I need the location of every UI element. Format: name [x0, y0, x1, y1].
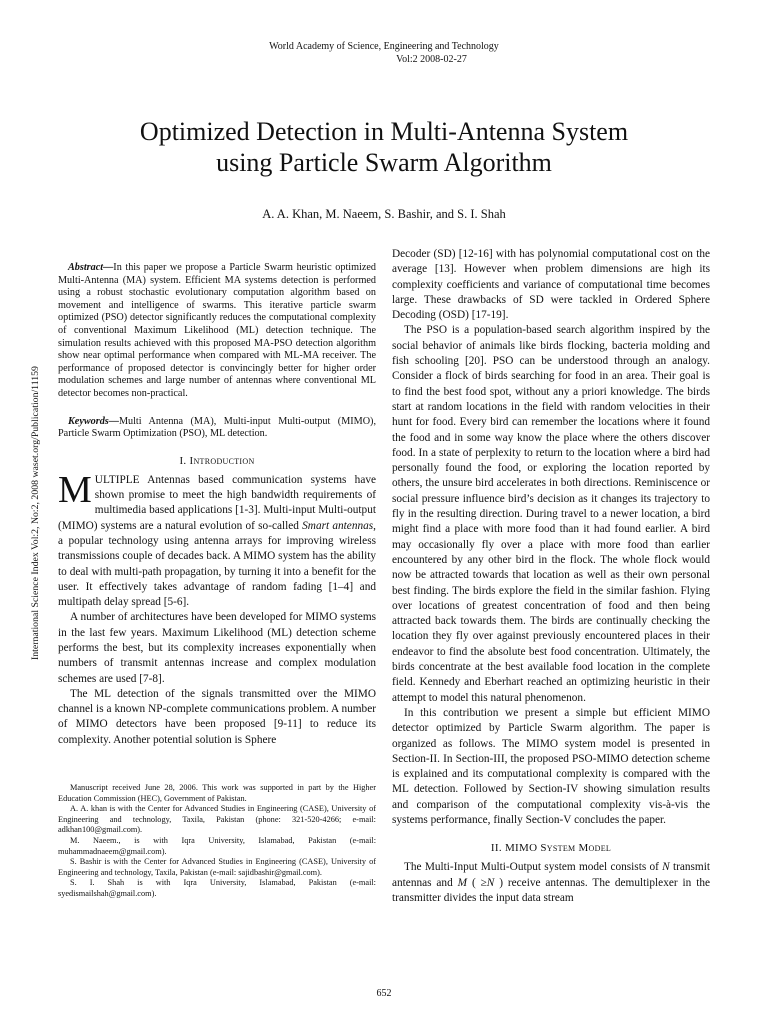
title-line-1: Optimized Detection in Multi-Antenna System — [139, 117, 629, 146]
section-title: Introduction — [189, 454, 255, 467]
keywords-dash: — — [108, 415, 119, 427]
text-fragment: ) receive antennas. The demultiplexer in the transmitter divides the input data stream — [392, 876, 710, 904]
section-heading-system-model — [392, 842, 710, 854]
footnote-author-1: A. A. khan is with the Center for Advanced Studies in Engineering (CASE), University of Engineering and technology, Taxila, Pakistan (phone: 321-520-4266; e-mail: adkhan100@gmail.com). — [58, 804, 376, 835]
math-geq: ≥ — [480, 876, 487, 889]
journal-name: World Academy of Science, Engineering and Technology — [269, 41, 499, 52]
footnote-author-4: S. I. Shah is with Iqra University, Islamabad, Pakistan (e-mail: syedismailshah@gmail.com). — [58, 878, 376, 898]
abstract-label: Abstract — [68, 262, 104, 273]
keywords — [58, 416, 376, 441]
right-paragraph-2: The PSO is a population-based search algorithm inspired by the social behavior of animals like birds flocking, bacteria molding and fish schooling [20]. PSO can be understood through an analogy. Consider a flock of birds searching for food in an area. Their goal is to find the best food spot, without any a priori knowledge. The birds start at random locations in the field with random velocities in their hunt for food. Every bird can remember the locations where it found the food and in some way know the place where the others discover food. In a state of perplexity to return to the location where a bird had personally found the food, or exploring the location reported by others, the unsure bird accelerates in both directions. Reminiscence or social pressure influence bird’s decision as it changes its trajectory to fly in the resulting direction. During travel to a newer location, a bird might find a place with more food than it had found earlier. A bird may occasionally fly over a place with more food than earlier encountered by any other bird in the flock. The whole flock would now be attracted towards that location as well as their own personal best finding. The birds explore the field in the similar fashion. Flying over locations of greatest concentration of food and then being attracted back towards them. The birds are continually checking the location they fly over against previously encountered places in their endeavor to find the absolute best food concentration. Ultimately, the birds concentrate at the best available food location in the complete field. Kennedy and Eberhart reached an optimizing heuristic in their attempt to model this natural phenomenon. — [392, 324, 710, 704]
right-column — [392, 247, 710, 906]
right-paragraph-3: In this contribution we present a simple but efficient MIMO detector optimized by Particle Swarm algorithm. The paper is organized as follows. The MIMO system model is presented in Section-II. In Section-III, the proposed PSO-MIMO detection scheme is explained and its computational complexity is compared with the ML detection. Followed by Section-IV showing simulation results and comparison of the computational complexity vis-à-vis the systems performance, finally Section-V concludes the paper. — [392, 706, 710, 826]
author-list: A. A. Khan, M. Naeem, S. Bashir, and S. I. Shah — [262, 207, 506, 221]
abstract-dash: — — [103, 262, 114, 273]
right-paragraph-1: Decoder (SD) [12-16] with has polynomial computational cost on the average [13]. However when problem dimensions are high its complexity coefficients and variance of computational time becomes large. These drawbacks of SD were tackled in Ordered Sphere Decoding (OSD) [17-19]. — [392, 248, 710, 322]
smart-antennas-term: Smart antennas — [302, 519, 374, 532]
section-number: II. — [490, 842, 502, 855]
footnote-manuscript: Manuscript received June 28, 2006. This work was supported in part by the Higher Education Commission (HEC), Government of Pakistan. — [58, 783, 376, 803]
intro-text-b: , a popular technology using antenna arrays for improving wireless transmissions couple of decades back. A MIMO system has the ability to deal with multi-path propagation, by turning it into a benefit for the user. It effectively takes advantage of random fading [1–4] and multipath delay spread [5-6]. — [58, 519, 376, 609]
drop-cap-word-rest: ULTIPLE — [94, 473, 140, 486]
math-M: M — [457, 876, 468, 889]
left-column — [58, 262, 376, 748]
volume-date: Vol:2 2008-02-27 — [396, 54, 467, 65]
abstract — [58, 262, 376, 401]
section-heading-introduction — [58, 455, 376, 467]
keywords-label: Keywords — [68, 415, 109, 427]
running-header — [0, 40, 768, 66]
text-fragment: transmit antennas and — [392, 861, 710, 889]
intro-paragraph-2: A number of architectures have been developed for MIMO systems in the last few years. Maximum Likelihood (ML) detection scheme performs the best, but its complexity increases exponentially when numbers of transmit antennas increase and complex modulation schemes are used [7-8]. — [58, 611, 376, 685]
abstract-text: In this paper we propose a Particle Swarm heuristic optimized Multi-Antenna (MA) system. Efficient MA systems detection is performed using a robust stochastic evolutionary computation algorithm based on movement and intelligence of swarms. This iterative particle swarm optimized (PSO) detector significantly reduces the computational complexity of conventional Maximum Likelihood (ML) detection technique. The simulation results achieved with this proposed MA-PSO detection algorithm show near optimal performance when compared with ML-MA receiver. The performance of proposed detector is convincingly better for higher order modulation schemes and large number of antennas where conventional ML detector becomes non-practical. — [58, 262, 376, 399]
right-paragraph-4 — [392, 860, 710, 906]
section-title: MIMO System Model — [504, 842, 612, 855]
side-index-text: International Science Index Vol:2, No:2, 2008 waset.org/Publication/11159 — [30, 366, 41, 660]
math-N: N — [486, 876, 495, 889]
intro-paragraph-3: The ML detection of the signals transmitted over the MIMO channel is a known NP-complete communications problem. A number of MIMO detectors have been proposed [9-11] to reduce its complexity. Another potential solution is Sphere — [58, 687, 376, 746]
intro-text-a: Antennas based communication systems have shown promise to meet the high bandwidth requirements of multimedia based applications [1-3]. Multi-input Multi-output (MIMO) systems are a natural evolution of so-called — [58, 473, 376, 532]
drop-cap-letter: M — [58, 468, 92, 511]
section-number: I. — [179, 454, 187, 467]
footnote-author-3: S. Bashir is with the Center for Advanced Studies in Engineering (CASE), University of Engineering and technology, Taxila, Pakistan (e-mail: sajidbashir@gmail.com). — [58, 857, 376, 877]
keywords-text: Multi Antenna (MA), Multi-input Multi-output (MIMO), Particle Swarm Optimization (PSO), ML detection. — [58, 415, 376, 440]
page-number: 652 — [376, 988, 392, 999]
title-line-2: using Particle Swarm Algorithm — [216, 148, 552, 177]
paper-title — [0, 116, 768, 178]
text-fragment: ( — [467, 876, 481, 889]
footnotes — [58, 783, 376, 900]
math-N: N — [662, 861, 670, 874]
footnote-author-2: M. Naeem., is with Iqra University, Islamabad, Pakistan (e-mail: muhammadnaeem@gmail.com). — [58, 835, 376, 856]
text-fragment: The Multi-Input Multi-Output system model consists of — [404, 861, 663, 874]
intro-paragraph-1 — [58, 468, 376, 611]
